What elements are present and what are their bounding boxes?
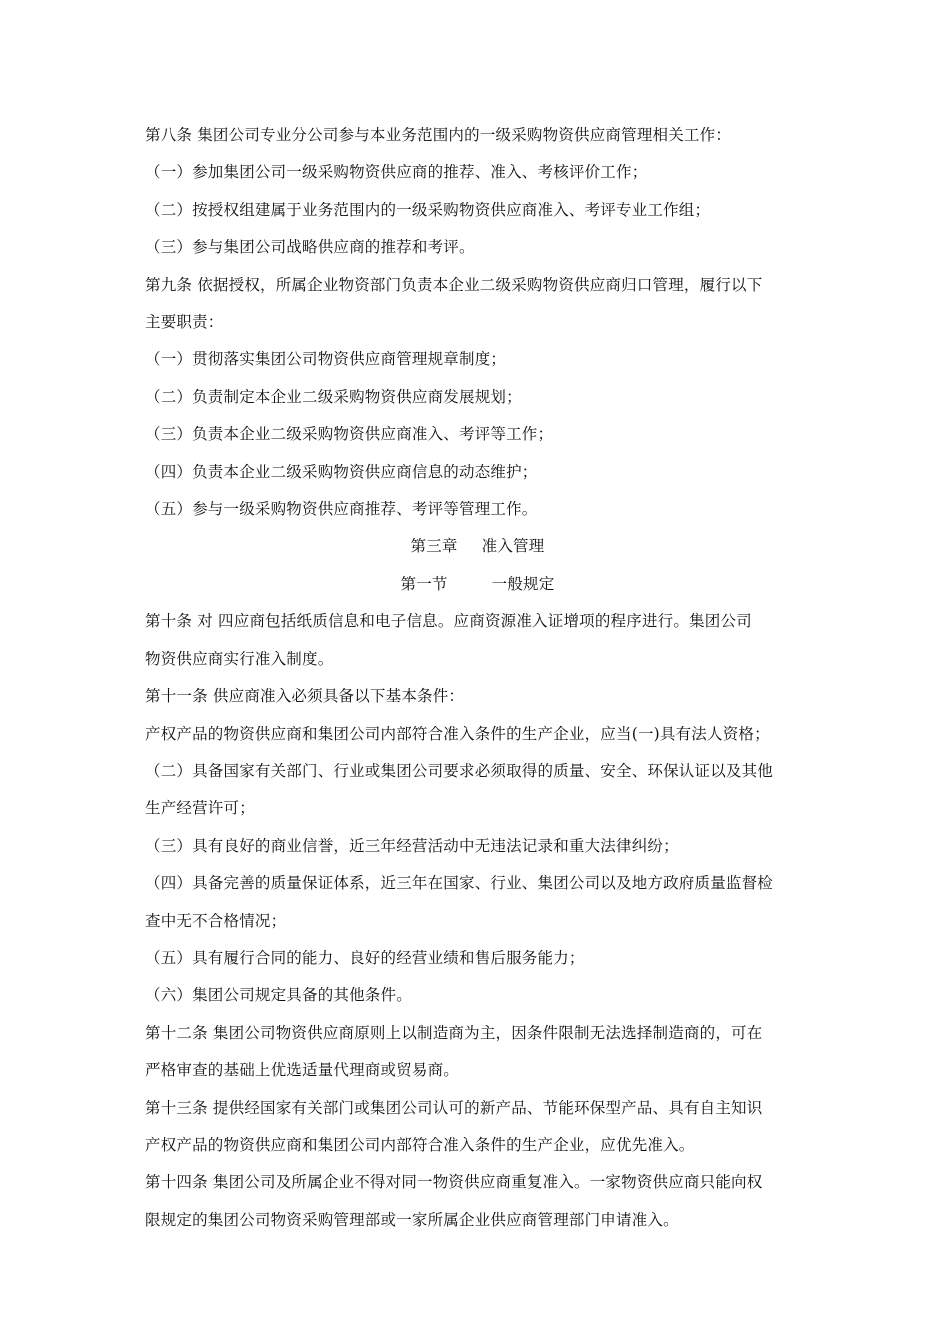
article-8-item-1: （一）参加集团公司一级采购物资供应商的推荐、准入、考核评价工作；: [145, 163, 648, 182]
article-9-item-2: （二）负责制定本企业二级采购物资供应商发展规划；: [145, 387, 522, 406]
article-14-cont: 限规定的集团公司物资采购管理部或一家所属企业供应商管理部门申请准入。: [145, 1210, 679, 1229]
section-title: 一般规定: [491, 574, 555, 593]
document-body: [145, 117, 810, 1239]
article-11-item-4: （四）具备完善的质量保证体系，近三年在国家、行业、集团公司以及地方政府质量监督检: [145, 874, 774, 893]
article-9-item-3: （三）负责本企业二级采购物资供应商准入、考评等工作；: [145, 425, 554, 444]
article-12: 第十二条 集团公司物资供应商原则上以制造商为主，因条件限制无法选择制造商的，可在: [145, 1023, 763, 1042]
article-11-item-4-cont: 查中无不合格情况；: [145, 911, 287, 930]
article-9-item-5: （五）参与一级采购物资供应商推荐、考评等管理工作。: [145, 500, 538, 519]
section-heading: [145, 566, 810, 603]
article-9: 第九条 依据授权，所属企业物资部门负责本企业二级采购物资供应商归口管理，履行以下: [145, 275, 763, 294]
article-13-cont: 产权产品的物资供应商和集团公司内部符合准入条件的生产企业，应优先准入。: [145, 1135, 695, 1154]
section-number: 第一节: [400, 574, 448, 593]
article-10: 第十条 对 四应商包括纸质信息和电子信息。应商资源准入证增项的程序进行。集团公司: [145, 612, 752, 631]
article-11-item-6: （六）集团公司规定具备的其他条件。: [145, 986, 412, 1005]
article-9-item-1: （一）贯彻落实集团公司物资供应商管理规章制度；: [145, 350, 507, 369]
article-11-item-3: （三）具有良好的商业信誉，近三年经营活动中无违法记录和重大法律纠纷；: [145, 836, 679, 855]
article-10-cont: 物资供应商实行准入制度。: [145, 649, 334, 668]
article-12-cont: 严格审查的基础上优选适量代理商或贸易商。: [145, 1061, 460, 1080]
chapter-heading: [145, 528, 810, 565]
chapter-number: 第三章: [410, 537, 458, 556]
article-11-item-2: （二）具备国家有关部门、行业或集团公司要求必须取得的质量、安全、环保认证以及其他: [145, 761, 774, 780]
article-9-item-4: （四）负责本企业二级采购物资供应商信息的动态维护；: [145, 462, 538, 481]
article-11-item-2-cont: 生产经营许可；: [145, 799, 255, 818]
article-8: 第八条 集团公司专业分公司参与本业务范围内的一级采购物资供应商管理相关工作：: [145, 126, 732, 144]
chapter-title: 准入管理: [481, 537, 545, 556]
article-9-cont: 主要职责：: [145, 313, 224, 332]
article-11-item-5: （五）具有履行合同的能力、良好的经营业绩和售后服务能力；: [145, 948, 585, 967]
article-13: 第十三条 提供经国家有关部门或集团公司认可的新产品、节能环保型产品、具有自主知识: [145, 1098, 763, 1117]
article-8-item-2: （二）按授权组建属于业务范围内的一级采购物资供应商准入、考评专业工作组；: [145, 200, 711, 219]
article-11-item-1: 产权产品的物资供应商和集团公司内部符合准入条件的生产企业，应当(一)具有法人资格；: [145, 724, 770, 743]
article-11: 第十一条 供应商准入必须具备以下基本条件：: [145, 687, 465, 706]
article-8-item-3: （三）参与集团公司战略供应商的推荐和考评。: [145, 238, 475, 257]
article-14: 第十四条 集团公司及所属企业不得对同一物资供应商重复准入。一家物资供应商只能向权: [145, 1173, 763, 1192]
